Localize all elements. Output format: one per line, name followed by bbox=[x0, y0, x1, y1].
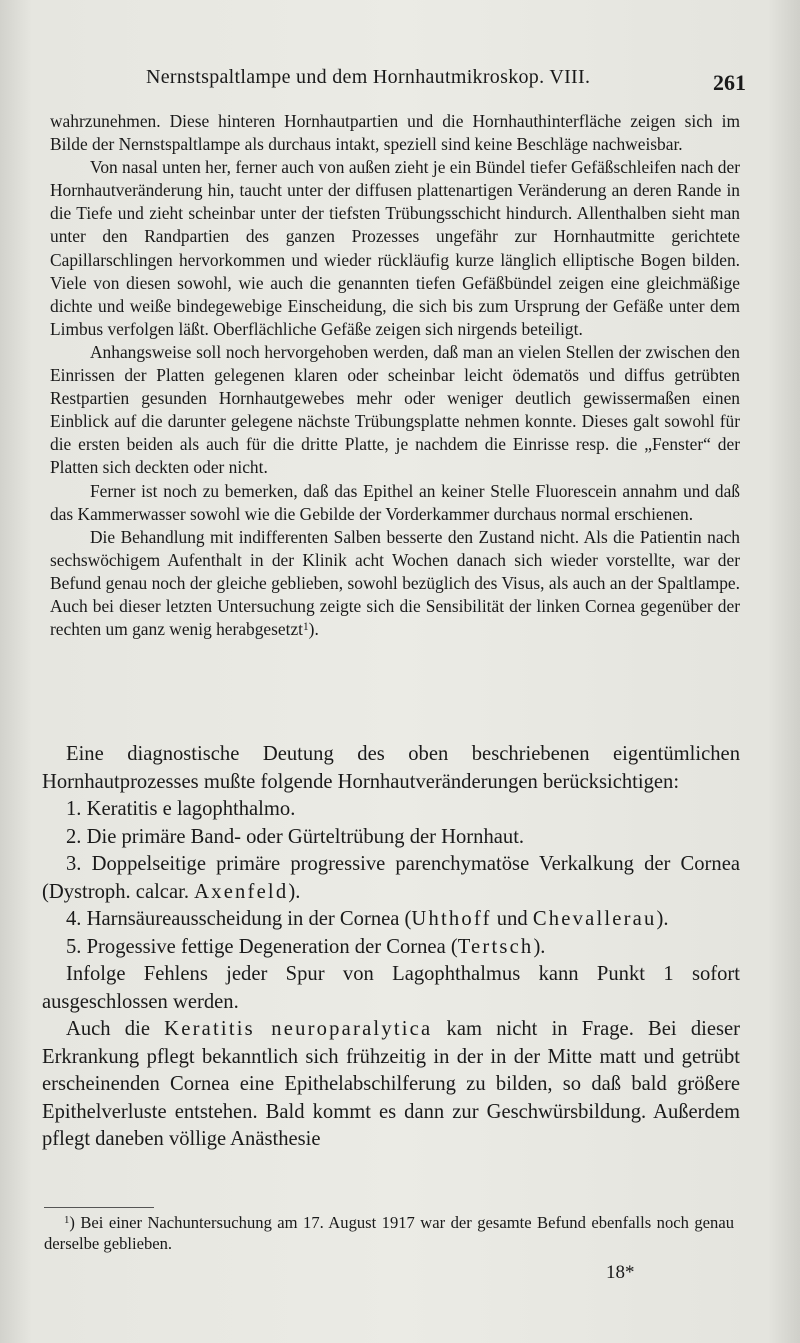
paragraph-text: Auch die bbox=[66, 1018, 165, 1040]
list-item-text: ). bbox=[288, 880, 301, 903]
paragraph-epithel: Ferner ist noch zu bemerken, daß das Epithel an keiner Stelle Fluorescein annahm und daß das Kammerwasser sowohl wie die Gebilde der Vorderkammer durchaus normal erschienen. bbox=[50, 480, 740, 524]
footnote-marker: 1 bbox=[64, 1214, 70, 1227]
list-item-text: und bbox=[491, 908, 533, 930]
paragraph-treatment bbox=[50, 526, 740, 641]
treatment-text-end: ). bbox=[308, 619, 319, 640]
author-name: Chevallerau bbox=[532, 908, 657, 930]
paragraph-vessels: Von nasal unten her, ferner auch von außen zieht je ein Bündel tiefer Gefäßschleifen nach der Hornhautveränderung hin, taucht unter der diffusen plattenartigen Veränderung an deren Rande in die Tiefe und zieht scheinbar unter der tiefsten Trübungsschicht hindurch. Allenthalben sieht man unter den Randpartien des ganzen Prozesses ungefähr zur Hornhautmitte gerichtete Capillarschlingen hervorkommen und wieder rückläufig kurze länglich elliptische Bogen bilden. Viele von diesen sowohl, wie auch die genannten tiefen Gefäßbündel zeigen eine gleichmäßige dichte und weiße bindegewebige Einscheidung, die sich bis zum Ursprung der Gefäße unter dem Limbus verfolgen läßt. Oberflächliche Gefäße zeigen sich nirgends beteiligt. bbox=[50, 157, 740, 339]
list-item bbox=[42, 906, 740, 934]
paragraph-continuation: wahrzunehmen. Diese hinteren Hornhautpartien und die Hornhauthinterfläche zeigen sich im Bilde der Nernstspaltlampe als durchaus intakt, speziell sind keine Beschläge nachweisbar. bbox=[50, 111, 740, 155]
running-title: Nernstspaltlampe und dem Hornhautmikroskop. VIII. bbox=[146, 66, 591, 88]
paragraph-diagnosis-intro: Eine diagnostische Deutung des oben beschriebenen eigentümlichen Hornhautprozesses mußte folgende Hornhautveränderungen berücksichtigen: bbox=[42, 743, 740, 793]
paragraph-appendix: Anhangsweise soll noch hervorgehoben werden, daß man an vielen Stellen der zwischen den Einrissen der Platten gelegenen klaren oder scheinbar leicht ödematös und diffus getrübten Restpartien gesunden Hornhautgewebes mehr oder weniger deutlich gewissermaßen einen Einblick auf die darunter gelegene nächste Trübungsplatte nehmen konnte. Dieses galt sowohl für die ersten beiden als auch für die dritte Platte, je nachdem die Einrisse resp. die „Fenster“ der Platten sich deckten oder nicht. bbox=[50, 341, 740, 478]
footnote-text bbox=[44, 1212, 734, 1254]
list-item-text: ). bbox=[533, 935, 546, 958]
list-item bbox=[42, 934, 740, 962]
sheet-signature: 18* bbox=[606, 1262, 635, 1283]
list-item bbox=[42, 851, 740, 906]
disease-term: Keratitis neuroparalytica bbox=[164, 1018, 433, 1040]
paragraph-neuroparalytica bbox=[42, 1016, 740, 1154]
treatment-text: Die Behandlung mit indifferenten Salben besserte den Zustand nicht. Als die Patientin nach sechswöchigem Aufenthalt in der Klinik acht Wochen danach sich wieder vorstellte, war der Befund genau noch der gleiche geblieben, sowohl bezüglich des Visus, als auch an der Spaltlampe. Auch bei dieser letzten Untersuchung zeigte sich die Sensibilität der linken Cornea gegenüber der rechten um ganz wenig herabgesetzt bbox=[50, 526, 740, 640]
footnote-body: ) Bei einer Nachuntersuchung am 17. August 1917 war der gesamte Befund ebenfalls noch genau derselbe geblieben. bbox=[44, 1213, 734, 1253]
body-text-small bbox=[50, 110, 740, 641]
page-header bbox=[54, 62, 754, 98]
footnote-divider bbox=[44, 1207, 154, 1208]
footnote-ref: 1 bbox=[303, 620, 309, 633]
page-number: 261 bbox=[713, 70, 746, 95]
list-item-text: 4. Harnsäureausscheidung in der Cornea ( bbox=[66, 908, 412, 930]
body-text-large bbox=[42, 741, 740, 1154]
list-item-text: 3. Doppelseitige primäre progressive parenchymatöse Verkalkung der Cornea (Dystroph. calcar. bbox=[42, 853, 740, 903]
list-item-text: 5. Progessive fettige Degeneration der Cornea ( bbox=[66, 935, 458, 958]
paragraph-text: kam nicht in Frage. Bei dieser Erkrankung pflegt bekanntlich sich frühzeitig in der in der Mitte matt und getrübt erscheinenden Cornea eine Epithelabschilferung zu bilden, so daß bald größere Epithelverluste entstehen. Bald kommt es dann zur Geschwürsbildung. Außerdem pflegt daneben völlige Anästhesie bbox=[42, 1018, 741, 1150]
footnote bbox=[44, 1212, 734, 1254]
author-name: Axenfeld bbox=[194, 880, 289, 903]
list-item: 2. Die primäre Band- oder Gürteltrübung der Hornhaut. bbox=[66, 825, 525, 848]
list-item-text: ). bbox=[656, 908, 669, 930]
author-name: Tertsch bbox=[457, 935, 534, 958]
list-item: 1. Keratitis e lagophthalmo. bbox=[66, 798, 296, 820]
author-name: Uhthoff bbox=[411, 908, 492, 930]
paragraph-lagophthalmus: Infolge Fehlens jeder Spur von Lagophthalmus kann Punkt 1 sofort ausgeschlossen werden. bbox=[42, 963, 740, 1013]
